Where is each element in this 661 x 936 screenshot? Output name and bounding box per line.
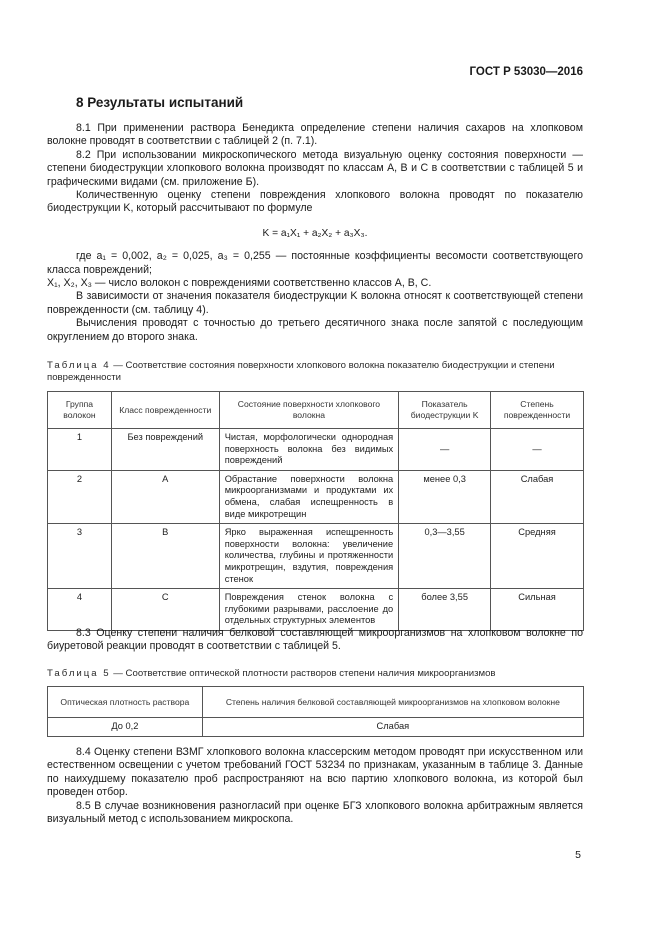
document-code: ГОСТ Р 53030—2016 [469,66,583,78]
paragraph-8-5: 8.5 В случае возникновения разногласий при оценке БГЗ хлопкового волокна арбитражным является визуальный метод с использованием микроскопа. [47,799,583,826]
formula-where-counts: X₁, X₂, X₃ — число волокон с повреждениями соответственно классов А, В, С. [47,277,432,290]
table-cell: 0,3—3,55 [399,524,491,589]
table4-caption [47,360,583,385]
table-cell: более 3,55 [399,589,491,631]
paragraph-calculation: Вычисления проводят с точностью до третьего десятичного знака после запятой с последующим округлением до второго знака. [47,317,583,343]
table-row [48,589,584,631]
table-cell: Без повреждений [111,429,219,471]
table-cell: Слабая [491,470,584,523]
table-row [48,470,584,523]
table4-header-degree: Степень поврежденности [491,392,584,429]
table-cell: Ярко выраженная испещренность поверхности волокна: увеличение количества, глубины и протяженности микротрещин, вздутия, повреждения стенок [219,524,399,589]
table-row [48,524,584,589]
table-cell: В [111,524,219,589]
table-cell: 2 [48,470,112,523]
table-cell: 4 [48,589,112,631]
table5-header-protein: Степень наличия белковой составляющей микроорганизмов на хлопковом волокне [202,687,583,718]
table-cell: С [111,589,219,631]
table-cell: Чистая, морфологически однородная поверхность волокна без видимых повреждений [219,429,399,471]
table4-caption-text: — Соответствие состояния поверхности хлопкового волокна показателю биодеструкции и степени поврежденности [47,360,555,384]
table5-caption-text: — Соответствие оптической плотности растворов степени наличия микроорганизмов [110,668,496,679]
table4-header-class: Класс поврежденности [111,392,219,429]
table-4 [47,391,584,631]
table-row [48,718,584,737]
closing-text [47,746,583,826]
page-number: 5 [575,849,581,861]
table5-header-row [48,687,584,718]
table-5 [47,686,584,737]
table4-header-group: Группа волокон [48,392,112,429]
table4-header-index: Показатель биодеструкции K [399,392,491,429]
table5-header-density: Оптическая плотность раствора [48,687,203,718]
paragraph-8-4: 8.4 Оценку степени ВЗМГ хлопкового волокна классерским методом проводят при искусственном или естественном освещении с учетом требований ГОСТ 53234 по признакам, указанным в таблице 3. Данные по наихудшему показателю проб распространяют на всю партию хлопкового волокна, из которой был проведен отбор. [47,746,583,799]
formula: K = a₁X₁ + a₂X₂ + a₃X₃. [262,227,368,239]
intro-text [47,122,583,344]
paragraph-8-3: 8.3 Оценку степени наличия белковой составляющей микроорганизмов на хлопковом волокне по биуретовой реакции проводят в соответствии с таблицей 5. [47,627,583,653]
table-cell: До 0,2 [48,718,203,737]
table-cell: 1 [48,429,112,471]
table5-caption [47,668,583,680]
section-title: 8 Результаты испытаний [76,95,244,110]
paragraph-8-1: 8.1 При применении раствора Бенедикта определение степени наличия сахаров на хлопковом волокне проводят в соответствии с таблицей 2 (п. 7.1). [47,122,583,148]
table-cell: — [399,429,491,471]
table-cell: 3 [48,524,112,589]
table-cell: Средняя [491,524,584,589]
table4-header-surface: Состояние поверхности хлопкового волокна [219,392,399,429]
paragraph-quantitative: Количественную оценку степени повреждения хлопкового волокна проводят по показателю биодеструкции K, который рассчитывают по формуле [47,189,583,215]
paragraph-8-3-block [47,627,583,654]
table-cell: А [111,470,219,523]
table-row [48,429,584,471]
table-cell: Повреждения стенок волокна с глубокими разрывами, расслоение до отдельных структурных элементов [219,589,399,631]
paragraph-classification: В зависимости от значения показателя биодеструкции K волокна относят к соответствующей степени поврежденности (см. таблицу 4). [47,290,583,316]
formula-where-coefficients: где a₁ = 0,002, a₂ = 0,025, a₃ = 0,255 — постоянные коэффициенты весомости соответствующего класса повреждений; [47,250,583,276]
table-cell: Слабая [202,718,583,737]
table4-caption-label: Таблица 4 [47,360,111,371]
paragraph-8-2: 8.2 При использовании микроскопического метода визуальную оценку состояния поверхности — степени биодеструкции хлопкового волокна производят по классам А, В и С в соответствии с таблицей 5 и графическими видами (см. приложение Б). [47,148,583,188]
table-cell: — [491,429,584,471]
table4-header-row [48,392,584,429]
table-cell: Сильная [491,589,584,631]
table5-caption-label: Таблица 5 [47,668,111,679]
table-cell: менее 0,3 [399,470,491,523]
table-cell: Обрастание поверхности волокна микроорганизмами и продуктами их обмена, слабая испещренность в виде микротрещин [219,470,399,523]
